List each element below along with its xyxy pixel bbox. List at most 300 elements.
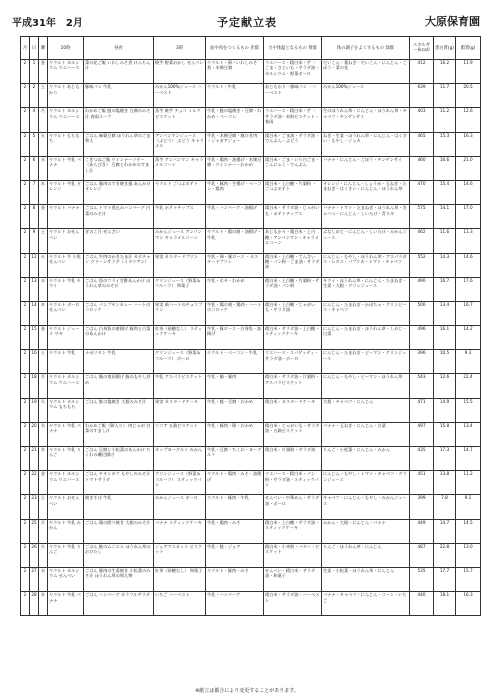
month-cell: 2: [21, 374, 30, 398]
day-cell: 5: [30, 132, 39, 156]
day-cell: 28: [30, 592, 39, 616]
weekday-cell: 火: [39, 543, 48, 567]
kcal-cell: 460: [410, 156, 434, 180]
col-month: 月: [21, 37, 30, 60]
lunch-cell: 豚味パン 牛乳: [84, 84, 154, 108]
green-group-cell: 大根・キャベツ・にんじん: [322, 398, 410, 422]
day-cell: 23: [30, 495, 39, 519]
month-cell: 2: [21, 447, 30, 471]
fat-cell: 11.2: [456, 471, 481, 495]
table-row: [21, 350, 481, 374]
snack10-cell: ヤクルト おせんべい: [48, 495, 84, 519]
yellow-group-cell: 精白米・サラダ油・上白糖・スティックケーキ: [264, 326, 322, 350]
month-cell: 2: [21, 301, 30, 325]
yellow-group-cell: 精白米・サラダ油・ハーベスト: [264, 592, 322, 616]
snack3-cell: 牛乳 アスパラビスケット: [154, 374, 206, 398]
protein-cell: 16.7: [434, 277, 456, 301]
protein-cell: 7.8: [434, 495, 456, 519]
fat-cell: 13.0: [456, 543, 481, 567]
lunch-cell: ごはん 鮭の塩焼き 大根のみそ汁: [84, 398, 154, 422]
weekday-cell: 金: [39, 471, 48, 495]
green-group-cell: バナナ・トマト・たまねぎ・ほうれん草・きゃべつ・にんじん・しいたけ・青ネギ: [322, 205, 410, 229]
table-row: [21, 84, 481, 108]
yellow-group-cell: せんべい・中華めん・サラダ油・ボーロ: [264, 495, 322, 519]
weekday-cell: 火: [39, 253, 48, 277]
month-cell: 2: [21, 156, 30, 180]
kcal-cell: 399: [410, 495, 434, 519]
green-group-cell: バナナ・にんじん・ごぼう・チンゲンサイ: [322, 156, 410, 180]
month-cell: 2: [21, 180, 30, 204]
table-row: [21, 301, 481, 325]
kcal-cell: 451: [410, 471, 434, 495]
protein-cell: 18.1: [434, 592, 456, 616]
day-cell: 8: [30, 205, 39, 229]
lunch-cell: ごはん 豚肉のすき焼き風 あんかけ オレンジ: [84, 180, 154, 204]
snack3-cell: バナナ スティックケーキ: [154, 519, 206, 543]
col-yellow: 力や体温となるもの 黄群: [264, 37, 322, 60]
yellow-group-cell: せんべい・精白米・サラダ油・和菓子: [264, 567, 322, 591]
red-group-cell: 牛乳・豚肉・卵・わかめ: [206, 422, 264, 446]
green-group-cell: ぶなしめじ・にんじん・しいたけ・みかんジュース: [322, 229, 410, 253]
weekday-cell: 水: [39, 567, 48, 591]
yellow-group-cell: ウエハース・精白米・パン粉・サラダ油・スティックパン: [264, 471, 322, 495]
green-group-cell: にんじん・たまねぎ・かぼちゃ・グリンピース・キャベツ: [322, 301, 410, 325]
red-group-cell: ヤクルト・牛乳: [206, 84, 264, 108]
day-cell: 26: [30, 543, 39, 567]
weekday-cell: 水: [39, 277, 48, 301]
green-group-cell: にんじん・もやし・ピーマン・ほうれん草: [322, 374, 410, 398]
red-group-cell: ヤクルト・鶏の刻・油揚げ・牛乳: [206, 229, 264, 253]
protein-cell: 22.8: [434, 543, 456, 567]
lunch-cell: ごはん 鯖の竜田揚げ 豚のもやし炒め: [84, 374, 154, 398]
snack3-cell: みかんジュース アンパンマン キャラメルコーン: [154, 229, 206, 253]
green-group-cell: にんじん・たまねぎ・ピーマン・グリンジュース: [322, 350, 410, 374]
snack3-cell: 紅茶（砂糖なし） スティックケーキ: [154, 326, 206, 350]
day-cell: 2: [30, 84, 39, 108]
weekday-cell: 水: [39, 156, 48, 180]
weekday-cell: 木: [39, 447, 48, 471]
fat-cell: 17.0: [456, 205, 481, 229]
yellow-group-cell: 精白米・上白糖・サラダ油・スティックケーキ: [264, 519, 322, 543]
day-cell: 18: [30, 374, 39, 398]
fat-cell: 13.4: [456, 422, 481, 446]
yellow-group-cell: 精白米・カスタードケーキ: [264, 398, 322, 422]
snack10-cell: ヤクルト 牛乳 キウイ: [48, 277, 84, 301]
period-label: 平成31年 2月: [12, 18, 83, 29]
red-group-cell: 牛乳・卵・豚ロース ・カスタードプリン: [206, 253, 264, 277]
green-group-cell: にんじん・もやし・トマト・キャベツ・グリンジュース: [322, 471, 410, 495]
weekday-cell: 木: [39, 592, 48, 616]
lunch-cell: ごはん 牛肉のかきたま汁 カボチャン グリーンサラダ（イタリアン）: [84, 253, 154, 277]
protein-cell: 10.5: [434, 350, 456, 374]
protein-cell: 14.9: [434, 398, 456, 422]
table-row: [21, 156, 481, 180]
table-header-row: [21, 37, 481, 60]
fat-cell: 15.5: [456, 398, 481, 422]
red-group-cell: 牛乳・ハンバーグ・油揚げ: [206, 205, 264, 229]
snack10-cell: ヤクルト おせんべい: [48, 229, 84, 253]
yellow-group-cell: 精白米・上白糖・片栗粉 ・ごつぶボテト: [264, 180, 322, 204]
day-cell: 6: [30, 156, 39, 180]
month-cell: 2: [21, 253, 30, 277]
table-row: [21, 543, 481, 567]
red-group-cell: ヤクルト・ベーコン・牛乳: [206, 350, 264, 374]
snack3-cell: カップヨーグルト みかん: [154, 447, 206, 471]
kcal-cell: 449: [410, 519, 434, 543]
red-group-cell: 牛乳・豆腐・ちくわ・ヨーグルト: [206, 447, 264, 471]
snack3-cell: ジョアマスカット ビスケット: [154, 543, 206, 567]
kcal-cell: 465: [410, 132, 434, 156]
snack10-cell: ヤクルト 牛乳: [48, 350, 84, 374]
snack3-cell: 果実 カスタードプリン: [154, 253, 206, 277]
lunch-cell: ごはん 白身魚の唐揚げ 豚肉と白菜のあんかけ: [84, 326, 154, 350]
day-cell: 9: [30, 229, 39, 253]
table-row: [21, 253, 481, 277]
kcal-cell: 470: [410, 180, 434, 204]
lunch-cell: ごはん トマト煮込みハンバーグ 白菜のみそ汁: [84, 205, 154, 229]
red-group-cell: ヤクルト・豚肉・みそ: [206, 567, 264, 591]
table-row: [21, 205, 481, 229]
kcal-cell: 535: [410, 567, 434, 591]
yellow-group-cell: ウエハース・精白米・芋 ・サラダ油・米粉ビスケット・春雨: [264, 108, 322, 132]
kcal-cell: 462: [410, 229, 434, 253]
snack3-cell: いちご ハーベスト: [154, 592, 206, 616]
col-kcal: エネルギー(kcal): [410, 37, 434, 60]
snack10-cell: ヤクルト 牛乳 バナナ: [48, 592, 84, 616]
lunch-cell: ごはん チキンカツ もやしのみそ汁 トマトサラダ: [84, 471, 154, 495]
table-row: [21, 398, 481, 422]
lunch-cell: わかめご飯 鮭の塩焼き 豆腐のみそ汁 春雨スープ: [84, 108, 154, 132]
red-group-cell: 牛乳・ハンバーグ: [206, 592, 264, 616]
red-group-cell: 牛乳・鶏肉・みそ: [206, 519, 264, 543]
lunch-cell: ごはん パンプキンカレー ハートのコロッケ: [84, 301, 154, 325]
kcal-cell: 440: [410, 592, 434, 616]
fat-cell: 14.2: [456, 326, 481, 350]
weekday-cell: 火: [39, 398, 48, 422]
menu-table: [20, 36, 481, 616]
snack10-cell: ヤクルト バナナ: [48, 205, 84, 229]
snack3-cell: 蒸芋 焼芋 チョコ ミルクビスケット: [154, 108, 206, 132]
month-cell: 2: [21, 592, 30, 616]
fat-cell: 11.9: [456, 60, 481, 84]
table-row: [21, 471, 481, 495]
fat-cell: 11.3: [456, 229, 481, 253]
lunch-cell: ごはん 麻婆豆腐 ほうれん草のごま和え: [84, 132, 154, 156]
protein-cell: 16.6: [434, 156, 456, 180]
table-row: [21, 592, 481, 616]
weekday-cell: 月: [39, 519, 48, 543]
month-cell: 2: [21, 519, 30, 543]
red-group-cell: 牛乳・鮭の塩焼き・豆腐・わかめ・ベーコン: [206, 108, 264, 132]
snack3-cell: 果実 カスタードケーキ: [154, 398, 206, 422]
fat-cell: 14.7: [456, 447, 481, 471]
red-group-cell: 牛乳・鯖・豚肉: [206, 374, 264, 398]
weekday-cell: 土: [39, 495, 48, 519]
red-group-cell: 牛乳・鮭・豆腐・わかめ: [206, 398, 264, 422]
weekday-cell: 木: [39, 301, 48, 325]
green-group-cell: みかん・大根・にんじん・バナナ: [322, 519, 410, 543]
snack3-cell: 果実 新ハートのチョコプリン: [154, 301, 206, 325]
month-cell: 2: [21, 60, 30, 84]
col-green: 体の調子をよくするもの 緑群: [322, 37, 410, 60]
fat-cell: 14.6: [456, 180, 481, 204]
snack3-cell: グリンジュース（野菜＆フルーツ） ボーロ: [154, 350, 206, 374]
lunch-cell: ごはん 豚肉の生姜焼き 小松菜のみそ汁 ほうれん草の和え物: [84, 567, 154, 591]
red-group-cell: 牛乳・木綿豆腐・豚ひき肉 ・ジャガアジョー: [206, 132, 264, 156]
kcal-cell: 497: [410, 422, 434, 446]
table-row: [21, 108, 481, 132]
protein-cell: 16.2: [434, 60, 456, 84]
red-group-cell: 牛乳・鮭・ジョア: [206, 543, 264, 567]
month-cell: 2: [21, 567, 30, 591]
weekday-cell: 金: [39, 326, 48, 350]
snack10-cell: ヤクルト ジュース ワキ: [48, 326, 84, 350]
snack10-cell: ヤクルト ボーロ せんべい: [48, 301, 84, 325]
fat-cell: 16.3: [456, 592, 481, 616]
weekday-cell: 土: [39, 350, 48, 374]
month-cell: 2: [21, 84, 30, 108]
month-cell: 2: [21, 350, 30, 374]
month-cell: 2: [21, 422, 30, 446]
protein-cell: 14.7: [434, 519, 456, 543]
yellow-group-cell: 精白米・サラダ油・じゃがいも・ポテトチップス: [264, 205, 322, 229]
footer-note: ※献立は都合により変更することがあります。: [195, 688, 299, 694]
table-row: [21, 495, 481, 519]
fat-cell: 9.3: [456, 350, 481, 374]
green-group-cell: だいこん・葉ねぎ・だいこん・にんじん・ごぼう・菜の花: [322, 60, 410, 84]
snack3-cell: 紅茶（砂糖なし） 和菓子: [154, 567, 206, 591]
green-group-cell: バナナ・玉ねぎ・にんじん・白菜: [322, 422, 410, 446]
month-cell: 2: [21, 471, 30, 495]
col-red: 血や肉をつくるもの 赤群: [206, 37, 264, 60]
day-cell: 19: [30, 398, 39, 422]
table-row: [21, 326, 481, 350]
yellow-group-cell: 精白米・片栗粉・サラダ油: [264, 447, 322, 471]
snack10-cell: ヤクルト 牛乳 バナナ: [48, 422, 84, 446]
fat-cell: 16.7: [456, 301, 481, 325]
yellow-group-cell: 精白米・ごま・いり白ごま・こんにゃく・でんぷん: [264, 156, 322, 180]
page-header: [0, 14, 494, 32]
snack3-cell: みかん100%ジュース ハーベスト: [154, 84, 206, 108]
kcal-cell: 575: [410, 205, 434, 229]
snack10-cell: ヤクルト 牛乳 りんご: [48, 447, 84, 471]
snack10-cell: ヤクルト もちもち: [48, 132, 84, 156]
protein-cell: 15.3: [434, 132, 456, 156]
yellow-group-cell: 精白米・ごま油・サラダ油・でんぷん・ぶどう: [264, 132, 322, 156]
table-row: [21, 422, 481, 446]
snack10-cell: ヤクルト カルシウム ウエハース: [48, 374, 84, 398]
protein-cell: 15.4: [434, 180, 456, 204]
protein-cell: 11.7: [434, 84, 456, 108]
page-title: 予定献立表: [217, 16, 277, 29]
snack10-cell: ヤクルト あじもかり: [48, 84, 84, 108]
yellow-group-cell: あじもかり・豚味パン ・ハーベスト: [264, 84, 322, 108]
lunch-cell: ごはん ハンバーグ カラフルサラダ: [84, 592, 154, 616]
snack10-cell: ヤクルト 牛乳 みかん: [48, 519, 84, 543]
menu-body: [21, 60, 481, 616]
yellow-group-cell: 精白米・上白糖・片栗粉・サラダ油・パン粉: [264, 277, 322, 301]
day-cell: 14: [30, 301, 39, 325]
col-weekday: 曜: [39, 37, 48, 60]
day-cell: 16: [30, 350, 39, 374]
weekday-cell: 土: [39, 84, 48, 108]
month-cell: 2: [21, 229, 30, 253]
red-group-cell: ヤクルト・鶏肉・みそ・油揚げ: [206, 471, 264, 495]
fat-cell: 14.6: [456, 253, 481, 277]
weekday-cell: 金: [39, 60, 48, 84]
weekday-cell: 火: [39, 132, 48, 156]
protein-cell: 12.6: [434, 374, 456, 398]
lunch-cell: 菜の花ご飯 いわしみそ煮 けんちん汁: [84, 60, 154, 84]
snack3-cell: 牛乳 ポテトチップス: [154, 205, 206, 229]
protein-cell: 11.6: [434, 229, 456, 253]
kcal-cell: 435: [410, 447, 434, 471]
day-cell: 1: [30, 60, 39, 84]
lunch-cell: 焼きそば 牛乳: [84, 495, 154, 519]
month-cell: 2: [21, 543, 30, 567]
snack10-cell: ヤクルト 牛乳 オレンジ: [48, 180, 84, 204]
month-cell: 2: [21, 132, 30, 156]
lunch-cell: ごはん 豆腐と小松菜のあんかけ ちくわの磯辺揚げ: [84, 447, 154, 471]
day-cell: 20: [30, 422, 39, 446]
month-cell: 2: [21, 326, 30, 350]
yellow-group-cell: あじもかり・精白米・上白糖・アンパンマン・キャラメルコーン: [264, 229, 322, 253]
fat-cell: 12.6: [456, 108, 481, 132]
weekday-cell: 木: [39, 180, 48, 204]
red-group-cell: 牛乳・豚ロース・白身魚・油揚げ: [206, 326, 264, 350]
day-cell: 12: [30, 253, 39, 277]
snack3-cell: ココア 五穀ビスケット: [154, 422, 206, 446]
fat-cell: 15.7: [456, 567, 481, 591]
protein-cell: 11.2: [434, 108, 456, 132]
day-cell: 27: [30, 567, 39, 591]
table-row: [21, 60, 481, 84]
green-group-cell: にんじん・たまねぎ・ほうれん草・しめじ・白菜: [322, 326, 410, 350]
fat-cell: 20.5: [456, 84, 481, 108]
red-group-cell: ヤクルト・豚肉・牛乳: [206, 495, 264, 519]
kcal-cell: 543: [410, 374, 434, 398]
kcal-cell: 490: [410, 277, 434, 301]
snack10-cell: ヤクルト カルシウム もちもち: [48, 398, 84, 422]
green-group-cell: ねぎ・生姜・ほうれん草・にんじん・はくさい・もやし・ジョカ: [322, 132, 410, 156]
kcal-cell: 552: [410, 253, 434, 277]
snack3-cell: 焼芋 野菜おかし せんべい: [154, 60, 206, 84]
red-group-cell: 牛乳・ホキ・わかめ: [206, 277, 264, 301]
snack10-cell: ヤクルト 牛乳 りんご: [48, 543, 84, 567]
protein-cell: 15.8: [434, 422, 456, 446]
yellow-group-cell: 精白米・上白糖・てんさい糖・パン粉・ごま油・サラダ油: [264, 253, 322, 277]
snack3-cell: ヤクルト ごつぶボテト: [154, 180, 206, 204]
snack3-cell: グリンジュース（野菜＆フルーツ） 和菓子: [154, 277, 206, 301]
green-group-cell: オレンジ・にんじん・しょうが・玉ねぎ・たまねぎ・はくさい・にんじん・ほうれん草: [322, 180, 410, 204]
snack10-cell: ヤクルト カルシウム ウエハース: [48, 108, 84, 132]
lunch-cell: こぎつねご飯 ウインナーソテー（あらびき） 豆腐とわかめのすまし汁: [84, 156, 154, 180]
fat-cell: 17.6: [456, 277, 481, 301]
col-snack3: 3時: [154, 37, 206, 60]
fat-cell: 14.5: [456, 519, 481, 543]
snack10-cell: ヤクルト 牛 小魚せんべい: [48, 253, 84, 277]
lunch-cell: わかめご飯（卵入り） 肉じゃが 白菜のすまし汁: [84, 422, 154, 446]
snack10-cell: ヤクルト 牛乳 バナナ: [48, 156, 84, 180]
yellow-group-cell: ウエハース・スパゲッティ・サラダ油・ボーロ: [264, 350, 322, 374]
day-cell: 13: [30, 277, 39, 301]
snack3-cell: 蒸芋 アンパンマン キャラメルコーン: [154, 156, 206, 180]
weekday-cell: 月: [39, 374, 48, 398]
snack10-cell: ヤクルト カルシウム ウエハース: [48, 471, 84, 495]
red-group-cell: 牛乳・鶏肉・油揚げ・木綿豆腐・ウインナー・わかめ: [206, 156, 264, 180]
green-group-cell: 生姜・小松菜・ほうれん草・にんじん: [322, 567, 410, 591]
day-cell: 21: [30, 447, 39, 471]
day-cell: 22: [30, 471, 39, 495]
snack10-cell: ヤクルト カルシウム ウエハース: [48, 60, 84, 84]
lunch-cell: ごはん 魚のフライ甘酢あんかけ ほうれん草のみそ汁: [84, 277, 154, 301]
green-group-cell: 生のほうれん草・にんじん・ほうれん草・キャベツ・チンゲンサイ: [322, 108, 410, 132]
col-day: 日: [30, 37, 39, 60]
kcal-cell: 496: [410, 326, 434, 350]
lunch-cell: ぎのこ汁 ぜんざい: [84, 229, 154, 253]
protein-cell: 16.1: [434, 326, 456, 350]
kcal-cell: 500: [410, 301, 434, 325]
col-fat: 脂質(g): [456, 37, 481, 60]
day-cell: 7: [30, 180, 39, 204]
protein-cell: 17.7: [434, 567, 456, 591]
red-group-cell: ヤクルト・卵・いわしみそ煮・木綿豆腐: [206, 60, 264, 84]
weekday-cell: 土: [39, 229, 48, 253]
yellow-group-cell: 精白米・サラダ油・片栗粉・アスパラビスケット: [264, 374, 322, 398]
table-row: [21, 180, 481, 204]
col-protein: 蛋白質(g): [434, 37, 456, 60]
table-row: [21, 519, 481, 543]
green-group-cell: キャベツ・にんじん・もやし・みかんジュース: [322, 495, 410, 519]
lunch-cell: ごはん 鶏の照り焼き 大根のみそ汁: [84, 519, 154, 543]
month-cell: 2: [21, 277, 30, 301]
col-lunch: 昼食: [84, 37, 154, 60]
lunch-cell: ナポリタン 牛乳: [84, 350, 154, 374]
yellow-group-cell: 精白米・小麦粉・バター・ビスケット: [264, 543, 322, 567]
red-group-cell: 牛乳・豚肉・生揚げ・ベーコン・鶏肉: [206, 180, 264, 204]
table-row: [21, 567, 481, 591]
red-group-cell: 牛乳・鶏の刻・鶏肉・ハートのコロッケ: [206, 301, 264, 325]
yellow-group-cell: ウエハース・精白米・芋 ・ごま・さといも・サラダ油・カルシウム・野菜ボーロ: [264, 60, 322, 84]
table-row: [21, 132, 481, 156]
protein-cell: 13.8: [434, 471, 456, 495]
col-snack10: 10時: [48, 37, 84, 60]
school-name: 大原保育園: [425, 15, 480, 28]
snack3-cell: アンパンマンジュース（ぶどう） ぶどう キャラメル: [154, 132, 206, 156]
table-row: [21, 447, 481, 471]
day-cell: 25: [30, 519, 39, 543]
snack3-cell: グリンジュース（野菜＆フルーツ） スティックパン: [154, 471, 206, 495]
weekday-cell: 金: [39, 205, 48, 229]
month-cell: 2: [21, 108, 30, 132]
kcal-cell: 412: [410, 60, 434, 84]
protein-cell: 14.1: [434, 205, 456, 229]
green-group-cell: りんご・ほうれん草・にんじん: [322, 543, 410, 567]
weekday-cell: 月: [39, 108, 48, 132]
table-row: [21, 229, 481, 253]
yellow-group-cell: 精白米・上白糖・じゃがいも・サラダ油: [264, 301, 322, 325]
fat-cell: 9.1: [456, 495, 481, 519]
snack10-cell: ヤクルト カルシウム せんべい: [48, 567, 84, 591]
day-cell: 4: [30, 108, 39, 132]
month-cell: 2: [21, 205, 30, 229]
kcal-cell: 471: [410, 398, 434, 422]
green-group-cell: みかん100%ジュース: [322, 84, 410, 108]
snack3-cell: みかんジュース ボーロ: [154, 495, 206, 519]
yellow-group-cell: 精白米・じゃがいも・サラダ油・五穀ビスケット: [264, 422, 322, 446]
fat-cell: 16.3: [456, 132, 481, 156]
table-row: [21, 374, 481, 398]
